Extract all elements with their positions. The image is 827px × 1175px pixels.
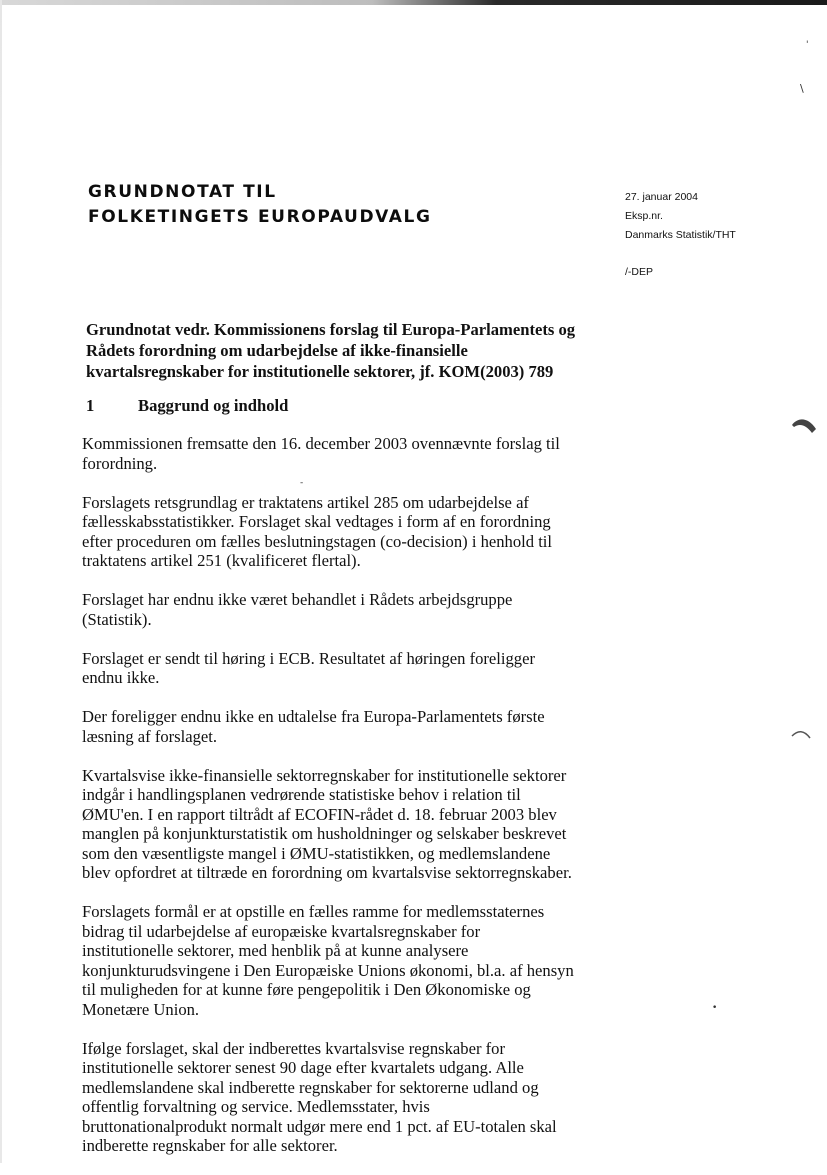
paragraph: Der foreligger endnu ikke en udtalelse fra Europa-Parlamentets første læsning af forslaget. xyxy=(82,707,545,746)
scan-speck: • xyxy=(712,1003,718,1013)
heading-line-1: GRUNDNOTAT TIL xyxy=(88,182,277,202)
scan-speck: ' xyxy=(806,40,809,50)
document-title: Grundnotat vedr. Kommissionens forslag til Europa-Parlamentets og Rådets forordning om udarbejdelse af ikke-finansielle kvartalsregnskaber for institutionelle sektorer, jf. KOM(2003) 789 xyxy=(86,320,576,381)
body-text xyxy=(82,434,574,1175)
paragraph: Forslagets retsgrundlag er traktatens artikel 285 om udarbejdelse af fællesskabsstatistikker. Forslaget skal vedtages i form af en forordning efter proceduren om fælles beslutningstagen (co-decision) i henhold til traktatens artikel 251 (kvalificeret flertal). xyxy=(82,492,553,570)
section-number: 1 xyxy=(86,396,95,415)
heading-line-2: FOLKETINGETS EUROPAUDVALG xyxy=(88,207,432,227)
scan-speck xyxy=(790,728,814,742)
paragraph: Forslaget har endnu ikke været behandlet i Rådets arbejdsgruppe (Statistik). xyxy=(82,590,513,629)
paragraph: Kvartalsvise ikke-finansielle sektorregnskaber for institutionelle sektorer indgår i handlingsplanen vedrørende statistiske behov i relation til ØMU'en. I en rapport tiltrådt af ECOFIN-rådet d. 18. februar 2003 blev manglen på konjunkturstatistik om husholdninger og selskaber beskrevet som den væsentligste mangel i ØMU-statistikken, og medlemslandene blev opfordret at tiltræde en forordning om kvartalsvise sektorregnskaber. xyxy=(82,765,572,882)
section-title: Baggrund og indhold xyxy=(138,396,289,415)
meta-dep: /-DEP xyxy=(625,266,654,278)
scan-speck: - xyxy=(300,478,304,488)
section-heading xyxy=(86,395,288,416)
scan-edge-top xyxy=(0,0,827,5)
paragraph: Ifølge forslaget, skal der indberettes kvartalsvise regnskaber for institutionelle sektorer senest 90 dage efter kvartalets udgang. Alle medlemslandene skal indberette regnskaber for sektorerne udland og offentlig forvaltning og service. Medlemsstater, hvis bruttonationalprodukt normalt udgør mere end 1 pct. af EU-totalen skal indberette regnskaber for alle sektorer. xyxy=(82,1038,557,1155)
scan-speck: \ xyxy=(800,82,804,95)
paragraph: Forslagets formål er at opstille en fælles ramme for medlemsstaternes bidrag til udarbejdelse af europæiske kvartalsregnskaber for institutionelle sektorer, med henblik på at kunne analysere konjunkturudsvingene i Den Europæiske Unions økonomi, bl.a. af hensyn til muligheden for at kunne føre pengepolitik i Den Økonomiske og Monetære Union. xyxy=(82,902,574,1019)
scan-edge-left xyxy=(0,0,2,1163)
meta-date: 27. januar 2004 xyxy=(625,191,698,203)
paragraph: Forslaget er sendt til høring i ECB. Resultatet af høringen foreligger endnu ikke. xyxy=(82,648,535,687)
document-meta xyxy=(625,188,736,282)
paragraph: Kommissionen fremsatte den 16. december 2003 ovennævnte forslag til forordning. xyxy=(82,434,560,473)
document-heading xyxy=(88,180,432,230)
meta-org: Danmarks Statistik/THT xyxy=(625,229,736,241)
scan-speck xyxy=(790,415,820,437)
meta-eksp: Eksp.nr. xyxy=(625,210,663,222)
